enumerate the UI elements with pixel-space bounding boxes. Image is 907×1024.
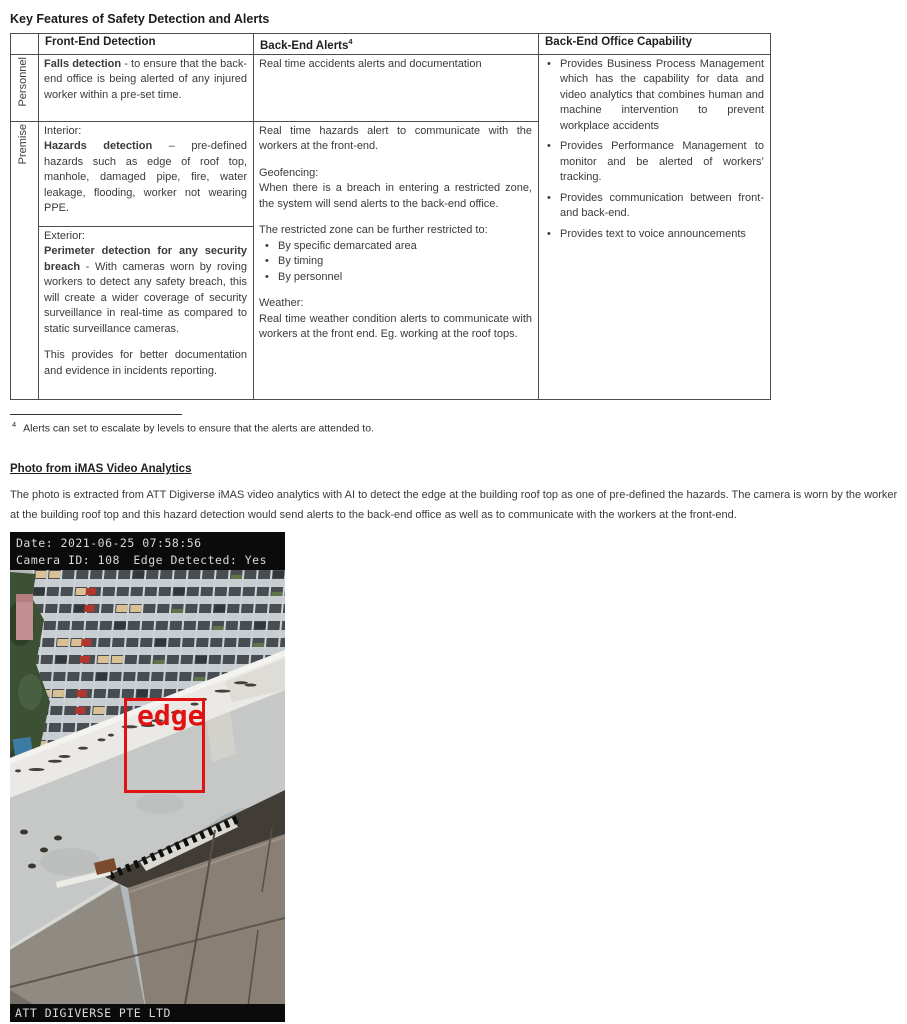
photo-section-paragraph: The photo is extracted from ATT Digiverse iMAS video analytics with AI to detect the edge at the building roof top as one of pre-defined the hazards. The camera is worn by the worker at the building roof top and this hazard detection would send alerts to the back-end office as well as to communicate with the workers at the front-end. — [10, 489, 898, 521]
osd-camera-id: Camera ID: 108 — [16, 553, 120, 567]
row-label-personnel: Personnel — [11, 54, 39, 121]
list-item: • By specific demarcated area — [259, 239, 532, 255]
footnote-reference: 4 — [348, 37, 353, 46]
column-header-capability: Back-End Office Capability — [539, 34, 771, 55]
capability-list — [544, 57, 764, 243]
column-header-empty — [11, 34, 39, 55]
list-item: • Provides Business Process Management which has the capability for data and video analytics that combines human and machine intervention to prevent workplace accidents — [544, 57, 764, 135]
list-item: • Provides communication between front- and back-end. — [544, 191, 764, 222]
list-item: • Provides text to voice announcements — [544, 227, 764, 243]
osd-date: Date: 2021-06-25 07:58:56 — [16, 536, 202, 550]
footnote: $^4$ Alerts can set to escalate by levels to ensure that the alerts are attended to. — [12, 420, 374, 435]
row-label-premise: Premise — [11, 121, 39, 399]
cell-premise-back-end: Real time hazards alert to communicate with the workers at the front-end. Geofencing: When there is a breach in entering a restricted zone, the system will send alerts to the back-end office. The restricted zone can be further restricted to: • By specific demarcated area • By timing • By personnel Weather: Real time weather condition alerts to communicate with workers at the front end. Eg. working at the roof tops. — [254, 121, 539, 399]
watermark-bar — [10, 1004, 285, 1022]
cell-personnel-front-end: Falls detection - to ensure that the back-end office is being alerted of any injured worker within a pre-set time. — [39, 54, 254, 121]
cell-premise-interior: Interior: Hazards detection – pre-defined hazards such as edge of roof top, manhole, damaged pipe, fire, water leakage, flooding, worker not wearing PPE. — [39, 121, 254, 226]
restricted-zone-list — [259, 239, 532, 286]
camera-osd-overlay — [10, 532, 285, 570]
osd-edge-detected: Edge Detected: Yes — [133, 553, 267, 567]
cell-capability — [539, 54, 771, 399]
table-header-row — [11, 34, 771, 55]
edge-detection-label: edge — [137, 699, 205, 732]
document-title: Key Features of Safety Detection and Alerts — [10, 12, 270, 26]
watermark-text: ATT DIGIVERSE PTE LTD — [15, 1006, 171, 1020]
features-table — [10, 33, 771, 400]
footnote-divider — [10, 414, 182, 415]
cell-premise-exterior: Exterior: Perimeter detection for any security breach - With cameras worn by roving workers to detect any safety breach, this will create a wider coverage of security surveillance in real-time as compared to static surveillance cameras. This provides for better documentation and evidence in incidents reporting. — [39, 226, 254, 399]
column-header-front-end: Front-End Detection — [39, 34, 254, 55]
edge-detection-box — [124, 698, 205, 793]
list-item: • Provides Performance Management to monitor and be alerted of workers’ tracking. — [544, 139, 764, 186]
column-header-back-end-alerts: Back-End Alerts$^4$ — [254, 34, 539, 55]
photo-section-heading: Photo from iMAS Video Analytics — [10, 463, 192, 475]
cell-personnel-back-end: Real time accidents alerts and documentation — [254, 54, 539, 121]
list-item: • By timing — [259, 254, 532, 270]
table-row — [11, 54, 771, 121]
analytics-photo — [10, 532, 285, 1022]
footnote-marker: 4 — [12, 420, 17, 429]
list-item: • By personnel — [259, 270, 532, 286]
